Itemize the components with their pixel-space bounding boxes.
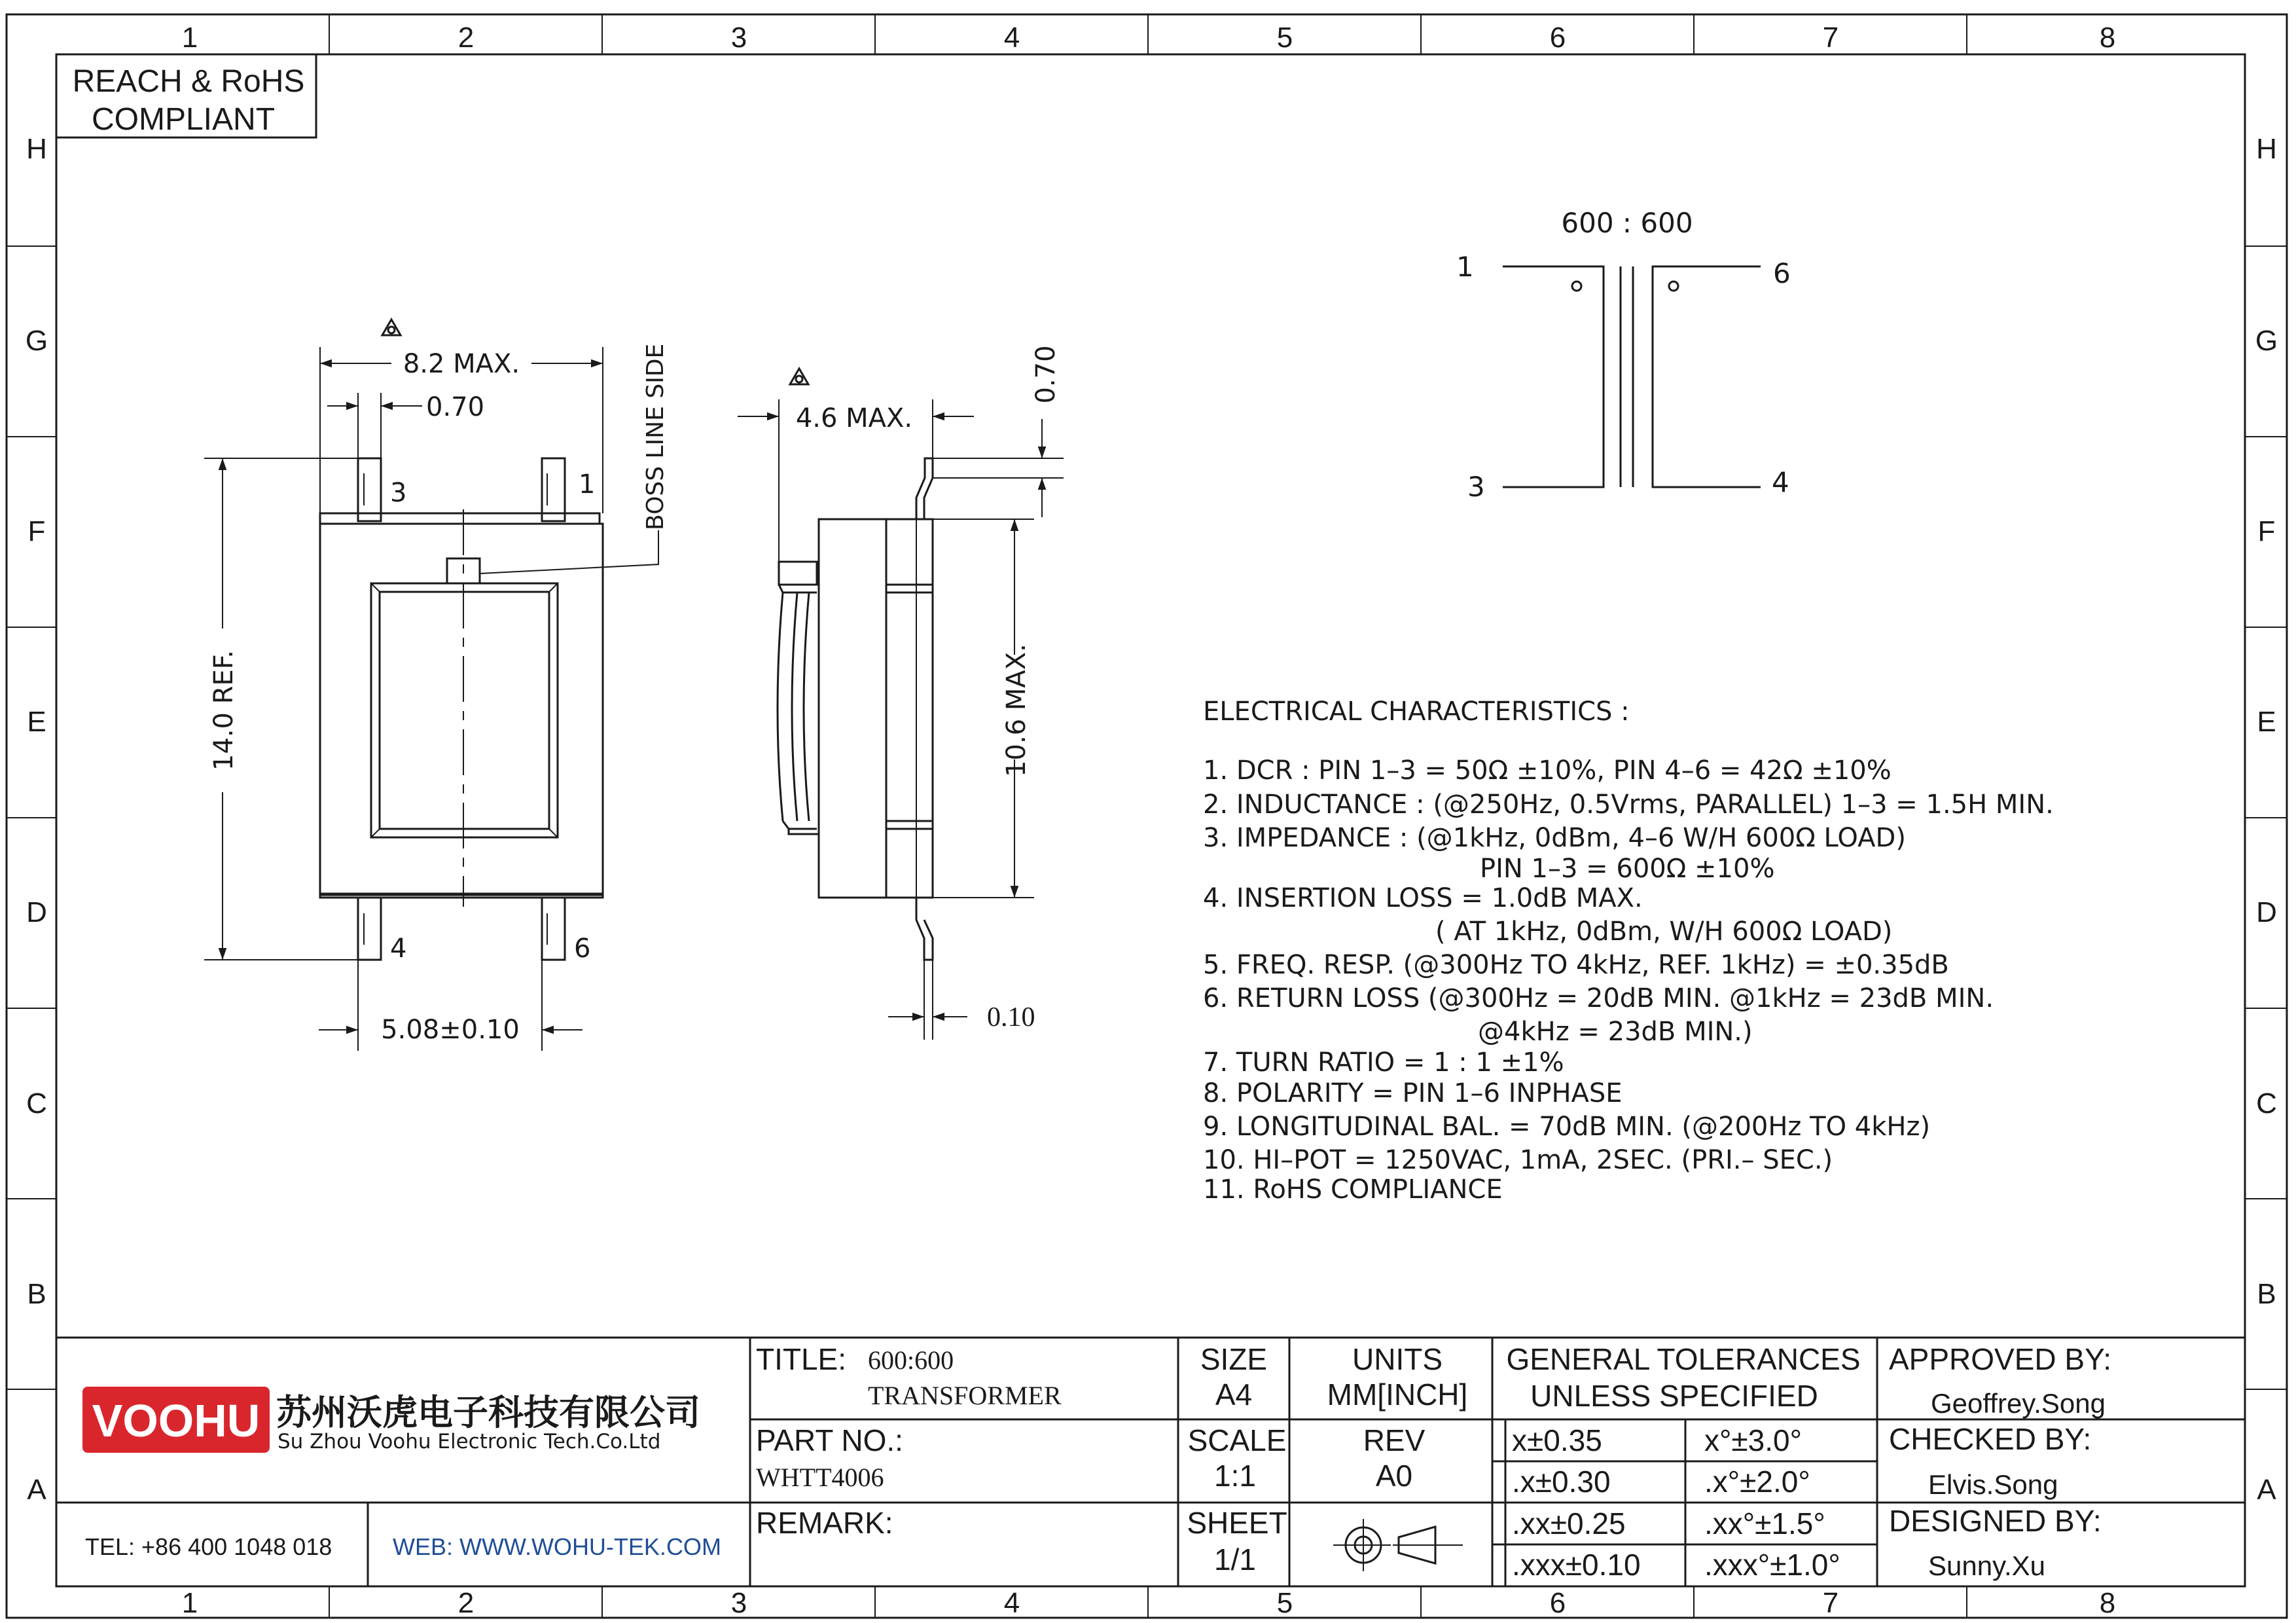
electrical-line: 5. FREQ. RESP. (@300Hz TO 4kHz, REF. 1kHz) = ±0.35dB: [1203, 950, 1949, 980]
electrical-line: 1. DCR : PIN 1–3 = 50Ω ±10%, PIN 4–6 = 42Ω ±10%: [1203, 756, 1892, 786]
units-label: UNITS: [1352, 1342, 1443, 1376]
front-view-pin-labels: [390, 469, 595, 964]
electrical-line: ( AT 1kHz, 0dBm, W/H 600Ω LOAD): [1435, 917, 1893, 947]
electrical-line: 2. INDUCTANCE : (@250Hz, 0.5Vrms, PARALLEL) 1–3 = 1.5H MIN.: [1203, 790, 2054, 820]
electrical-line: 3. IMPEDANCE : (@1kHz, 0dBm, 4–6 W/H 600Ω LOAD): [1203, 823, 1906, 853]
electrical-line: 4. INSERTION LOSS = 1.0dB MAX.: [1203, 883, 1643, 913]
electrical-characteristics: [1203, 697, 2054, 1205]
polarity-dot-primary: [1572, 282, 1581, 291]
row-label: D: [2256, 896, 2277, 928]
row-label: D: [26, 896, 47, 928]
electrical-line: @4kHz = 23dB MIN.): [1478, 1017, 1753, 1047]
tolerance-angular: x°±3.0°: [1704, 1423, 1802, 1457]
column-label: 6: [1549, 22, 1566, 54]
size-label: SIZE: [1200, 1342, 1268, 1376]
electrical-line: 10. HI–POT = 1250VAC, 1mA, 2SEC. (PRI.– SEC.): [1203, 1145, 1833, 1175]
transformer-schematic: [1503, 266, 1761, 487]
pin-3-lead: [358, 458, 381, 521]
logo-text: VOOHU: [92, 1395, 260, 1446]
company-name-cn: 苏州沃虎电子科技有限公司: [276, 1392, 700, 1433]
schematic-pin: 6: [1773, 257, 1791, 289]
tolerance-angular: .x°±2.0°: [1704, 1465, 1810, 1499]
border-column-labels: [182, 22, 2115, 1619]
compliance-box: [56, 54, 316, 137]
electrical-line: 9. LONGITUDINAL BAL. = 70dB MIN. (@200Hz TO 4kHz): [1203, 1112, 1931, 1142]
pin-width-dimension: 0.70: [426, 392, 485, 422]
checked-label: CHECKED BY:: [1889, 1422, 2092, 1456]
company-name-en: Su Zhou Voohu Electronic Tech.Co.Ltd: [278, 1430, 661, 1453]
contact-web: WEB: WWW.WOHU-TEK.COM: [393, 1533, 721, 1560]
column-label: 1: [181, 22, 198, 54]
front-view: [320, 458, 658, 960]
standoff-dimension: 0.10: [987, 1002, 1035, 1032]
column-label: 8: [2099, 1587, 2116, 1619]
depth-dimension: 4.6 MAX.: [795, 403, 913, 433]
side-view: [778, 458, 933, 960]
rev-value: A0: [1375, 1459, 1413, 1493]
column-label: 1: [181, 1587, 198, 1619]
electrical-line: PIN 1–3 = 600Ω ±10%: [1480, 854, 1775, 884]
column-label: 3: [730, 1587, 747, 1619]
tolerance-title-2: UNLESS SPECIFIED: [1530, 1379, 1818, 1413]
rev-label: REV: [1363, 1423, 1426, 1457]
tolerance-linear: .xxx±0.10: [1512, 1548, 1641, 1582]
column-label: 5: [1276, 22, 1293, 54]
title-line-1: 600:600: [868, 1345, 954, 1375]
electrical-line: 6. RETURN LOSS (@300Hz = 20dB MIN. @1kHz = 23dB MIN.: [1203, 983, 1994, 1013]
column-label: 2: [457, 22, 475, 54]
column-label: 7: [1822, 1587, 1839, 1619]
title-label: TITLE:: [756, 1342, 847, 1376]
schematic-pin: 4: [1772, 466, 1789, 498]
column-label: 5: [1276, 1587, 1293, 1619]
tolerance-angular: .xx°±1.5°: [1704, 1506, 1825, 1541]
scale-label: SCALE: [1187, 1423, 1287, 1457]
row-label: F: [2257, 515, 2276, 547]
polarity-dot-secondary: [1669, 282, 1678, 291]
pin-label: 4: [390, 934, 407, 964]
part-label: PART NO.:: [756, 1423, 903, 1457]
row-label: H: [26, 133, 47, 165]
column-label: 7: [1822, 22, 1839, 54]
row-label: E: [27, 706, 46, 738]
boss-line-side-label: BOSS LINE SIDE: [642, 343, 669, 530]
side-body: [819, 519, 886, 898]
contact-tel: TEL: +86 400 1048 018: [85, 1533, 332, 1560]
tolerance-linear: .xx±0.25: [1512, 1506, 1626, 1541]
column-label: 2: [457, 1587, 475, 1619]
checked-by: Elvis.Song: [1928, 1469, 2058, 1500]
pin-1-lead: [542, 458, 565, 521]
row-label: G: [2255, 325, 2278, 357]
electrical-line: 8. POLARITY = PIN 1–6 INPHASE: [1203, 1078, 1623, 1108]
tolerance-angular: .xxx°±1.0°: [1704, 1548, 1840, 1582]
row-label: C: [2256, 1087, 2277, 1120]
schematic-labels: [1456, 207, 1791, 503]
row-label: H: [2256, 133, 2277, 165]
sheet-value: 1/1: [1214, 1542, 1256, 1577]
lead-thickness-dimension: 0.70: [1031, 345, 1061, 404]
scale-value: 1:1: [1214, 1459, 1256, 1493]
designed-label: DESIGNED BY:: [1889, 1504, 2102, 1538]
pin-6-lead: [542, 898, 565, 960]
title-block-fields: [756, 1342, 2111, 1582]
pitch-dimension: 5.08±0.10: [381, 1015, 520, 1045]
column-label: 4: [1003, 22, 1020, 54]
pin-4-lead: [358, 898, 381, 960]
column-label: 8: [2099, 22, 2116, 54]
body-height-dimension: 10.6 MAX.: [1001, 644, 1031, 777]
row-label: A: [27, 1474, 46, 1506]
compliance-line-2: COMPLIANT: [91, 102, 276, 137]
pin-label: 1: [579, 469, 596, 500]
pin-label: 3: [390, 478, 407, 508]
approved-by: Geoffrey.Song: [1931, 1388, 2106, 1419]
row-label: G: [25, 325, 48, 357]
company-logo: [82, 1387, 270, 1453]
schematic-pin: 1: [1456, 251, 1474, 283]
width-dimension: 8.2 MAX.: [403, 349, 520, 379]
row-label: B: [27, 1278, 46, 1310]
part-number: WHTT4006: [756, 1463, 884, 1492]
tolerance-linear: x±0.35: [1512, 1423, 1602, 1457]
designed-by: Sunny.Xu: [1928, 1550, 2046, 1581]
tolerance-title-1: GENERAL TOLERANCES: [1506, 1342, 1861, 1376]
units-value: MM[INCH]: [1327, 1377, 1468, 1412]
turns-ratio: 600 : 600: [1561, 207, 1693, 239]
row-label: C: [26, 1087, 47, 1120]
compliance-line-1: REACH & RoHS: [72, 64, 305, 99]
electrical-line: 11. RoHS COMPLIANCE: [1203, 1175, 1503, 1205]
electrical-title: ELECTRICAL CHARACTERISTICS :: [1203, 697, 1630, 727]
approved-label: APPROVED BY:: [1889, 1342, 2112, 1376]
pin-label: 6: [574, 934, 591, 964]
row-label: F: [27, 515, 46, 547]
height-dimension: 14.0 REF.: [209, 649, 239, 771]
projection-symbol-icon: [1333, 1519, 1463, 1571]
row-label: B: [2257, 1278, 2276, 1310]
title-line-2: TRANSFORMER: [868, 1381, 1062, 1410]
electrical-line: 7. TURN RATIO = 1 : 1 ±1%: [1203, 1048, 1564, 1078]
remark-label: REMARK:: [756, 1506, 893, 1540]
column-label: 4: [1003, 1587, 1020, 1619]
sheet-label: SHEET: [1187, 1506, 1287, 1540]
transformer-body: [320, 524, 603, 898]
size-value: A4: [1215, 1377, 1253, 1412]
column-label: 3: [730, 22, 747, 54]
row-label: E: [2257, 706, 2276, 738]
tolerance-linear: .x±0.30: [1512, 1465, 1611, 1499]
column-label: 6: [1549, 1587, 1566, 1619]
schematic-pin: 3: [1467, 471, 1485, 503]
row-label: A: [2257, 1474, 2276, 1506]
